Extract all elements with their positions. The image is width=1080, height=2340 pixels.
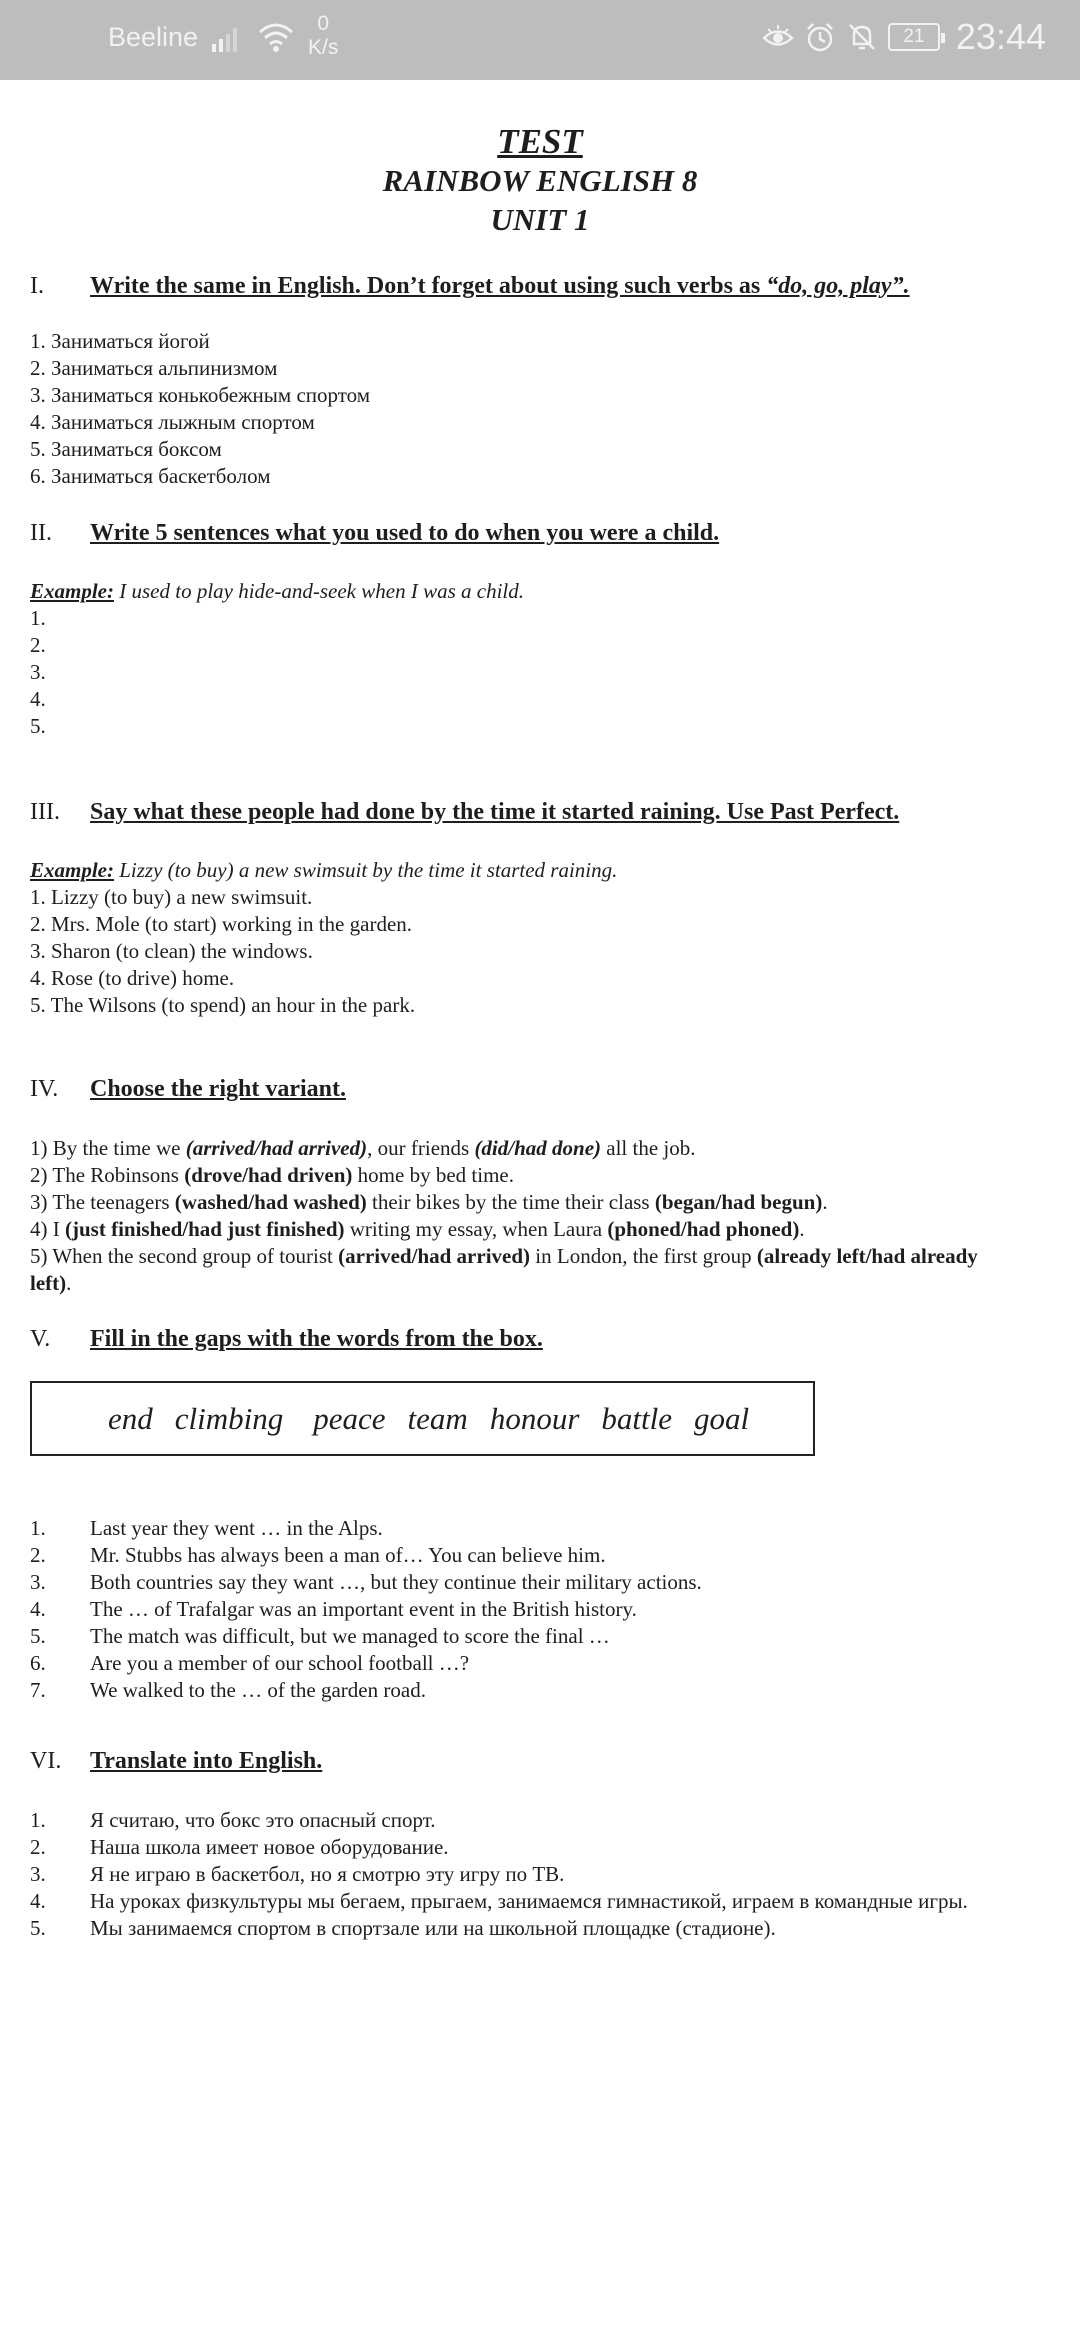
list-item: Last year they went … in the Alps.: [90, 1516, 383, 1540]
wifi-icon: [256, 20, 296, 59]
section-1-title: [90, 273, 910, 300]
clock-time: 23:44: [955, 16, 1046, 57]
alarm-icon: [804, 21, 836, 53]
example-text: I used to play hide-and-seek when I was a child.: [114, 579, 524, 603]
list-item: 3. Sharon (to clean) the windows.: [30, 939, 313, 963]
network-speed: [308, 12, 338, 60]
example-label: Example:: [30, 579, 114, 603]
list-item: The … of Trafalgar was an important event in the British history.: [90, 1597, 637, 1621]
item-number: 3.: [30, 1570, 46, 1594]
text: , our friends: [367, 1136, 475, 1160]
choice: (already left/had already: [756, 1244, 978, 1268]
word-box-item: end: [108, 1400, 153, 1436]
list-item: Mr. Stubbs has always been a man of… You can believe him.: [90, 1543, 606, 1567]
text: in London, the first group: [530, 1244, 757, 1268]
list-item: Are you a member of our school football …?: [90, 1651, 470, 1675]
status-bar: [0, 0, 1080, 80]
item-number: 4.: [30, 1597, 46, 1621]
word-box-item: climbing: [174, 1400, 284, 1436]
list-item: We walked to the … of the garden road.: [90, 1678, 426, 1702]
speed-value: 0: [317, 12, 330, 35]
list-item: 5. The Wilsons (to spend) an hour in the park.: [30, 993, 416, 1017]
text: 1) By the time we: [30, 1136, 186, 1160]
text: their bikes by the time their class: [366, 1190, 655, 1214]
text: .: [799, 1217, 805, 1241]
section-5-title: Fill in the gaps with the words from the box.: [90, 1326, 543, 1352]
list-item: 4.: [30, 687, 46, 711]
item-number: 3.: [30, 1862, 46, 1886]
text: 4) I: [30, 1217, 65, 1241]
list-item: 1.: [30, 606, 46, 630]
list-item: Наша школа имеет новое оборудование.: [90, 1835, 449, 1859]
list-item: На уроках физкультуры мы бегаем, прыгаем, занимаемся гимнастикой, играем в командные игры.: [90, 1889, 968, 1913]
speed-unit: K/s: [308, 36, 339, 59]
carrier-name: Beeline: [108, 22, 199, 52]
doc-unit: UNIT 1: [490, 202, 590, 237]
word-box-words: [32, 1383, 813, 1454]
section-2-title: Write 5 sentences what you used to do when you were a child.: [90, 520, 720, 546]
item-number: 5.: [30, 1916, 46, 1940]
list-item: [30, 1163, 514, 1188]
list-item: 3.: [30, 660, 46, 684]
doc-subtitle: RAINBOW ENGLISH 8: [382, 163, 698, 198]
example-label: Example:: [30, 858, 114, 882]
section-5-number: V.: [30, 1326, 51, 1352]
word-box-item: honour: [489, 1400, 580, 1436]
word-box-item: battle: [601, 1400, 672, 1436]
list-item: 2. Заниматься альпинизмом: [30, 356, 278, 380]
list-item-continuation: [30, 1271, 71, 1296]
section-2-number: II.: [30, 520, 52, 546]
item-number: 1.: [30, 1808, 46, 1832]
list-item: [30, 1217, 805, 1242]
list-item: Я не играю в баскетбол, но я смотрю эту игру по ТВ.: [90, 1862, 565, 1886]
list-item: 3. Заниматься конькобежным спортом: [30, 383, 371, 407]
section-1-title-main: Write the same in English. Don’t forget about using such verbs as: [90, 273, 767, 299]
section-6-title: Translate into English.: [90, 1748, 323, 1774]
list-item: [30, 1244, 978, 1269]
list-item: 2.: [30, 633, 46, 657]
item-number: 4.: [30, 1889, 46, 1913]
list-item: 1. Lizzy (to buy) a new swimsuit.: [30, 885, 313, 909]
doc-title: TEST: [497, 122, 583, 161]
list-item: 5. Заниматься боксом: [30, 437, 222, 461]
item-number: 1.: [30, 1516, 46, 1540]
section-4-title: Choose the right variant.: [90, 1076, 346, 1102]
text: 2) The Robinsons: [30, 1163, 185, 1187]
list-item: The match was difficult, but we managed to score the final …: [90, 1624, 610, 1648]
status-icons: [762, 16, 1046, 58]
section-1-title-verbs: “do, go, play”.: [766, 273, 910, 299]
choice: (began/had begun): [654, 1190, 823, 1214]
section-1-number: I.: [30, 273, 44, 299]
list-item: Both countries say they want …, but they continue their military actions.: [90, 1570, 702, 1594]
choice: left): [30, 1271, 67, 1295]
section-3-title: Say what these people had done by the time it started raining. Use Past Perfect.: [90, 799, 900, 825]
item-number: 5.: [30, 1624, 46, 1648]
list-item: [30, 1190, 828, 1215]
list-item: 4. Rose (to drive) home.: [30, 966, 235, 990]
text: 3) The teenagers: [30, 1190, 175, 1214]
list-item: 5.: [30, 714, 46, 738]
section-2-example: [30, 579, 524, 604]
section-3-number: III.: [30, 799, 60, 825]
choice: (just finished/had just finished): [65, 1217, 345, 1241]
choice: (did/had done): [474, 1136, 602, 1160]
text: .: [822, 1190, 828, 1214]
list-item: Мы занимаемся спортом в спортзале или на школьной площадке (стадионе).: [90, 1916, 776, 1940]
list-item: 1. Заниматься йогой: [30, 329, 210, 353]
text: home by bed time.: [352, 1163, 514, 1187]
choice: (phoned/had phoned): [607, 1217, 800, 1241]
text: 5) When the second group of tourist: [30, 1244, 339, 1268]
list-item: 2. Mrs. Mole (to start) working in the garden.: [30, 912, 413, 936]
word-box-item: team: [407, 1400, 468, 1436]
bell-off-icon: [846, 21, 878, 53]
word-box: [30, 1381, 815, 1456]
item-number: 7.: [30, 1678, 46, 1702]
text: all the job.: [601, 1136, 696, 1160]
example-text: Lizzy (to buy) a new swimsuit by the time it started raining.: [114, 858, 618, 882]
text: .: [66, 1271, 72, 1295]
item-number: 2.: [30, 1835, 46, 1859]
eye-icon: [762, 21, 794, 53]
section-6-number: VI.: [30, 1748, 62, 1774]
section-3-example: [30, 858, 617, 883]
text: writing my essay, when Laura: [344, 1217, 608, 1241]
word-box-item: peace: [313, 1400, 386, 1436]
signal-icon: [210, 24, 244, 59]
section-4-number: IV.: [30, 1076, 59, 1102]
word-box-item: goal: [694, 1400, 750, 1436]
list-item: [30, 1136, 696, 1161]
list-item: 6. Заниматься баскетболом: [30, 464, 271, 488]
item-number: 6.: [30, 1651, 46, 1675]
item-number: 2.: [30, 1543, 46, 1567]
choice: (arrived/had arrived): [185, 1136, 368, 1160]
choice: (drove/had driven): [184, 1163, 353, 1187]
battery-icon: 21: [888, 23, 940, 51]
list-item: Я считаю, что бокс это опасный спорт.: [90, 1808, 436, 1832]
choice: (arrived/had arrived): [338, 1244, 531, 1268]
choice: (washed/had washed): [174, 1190, 367, 1214]
list-item: 4. Заниматься лыжным спортом: [30, 410, 315, 434]
